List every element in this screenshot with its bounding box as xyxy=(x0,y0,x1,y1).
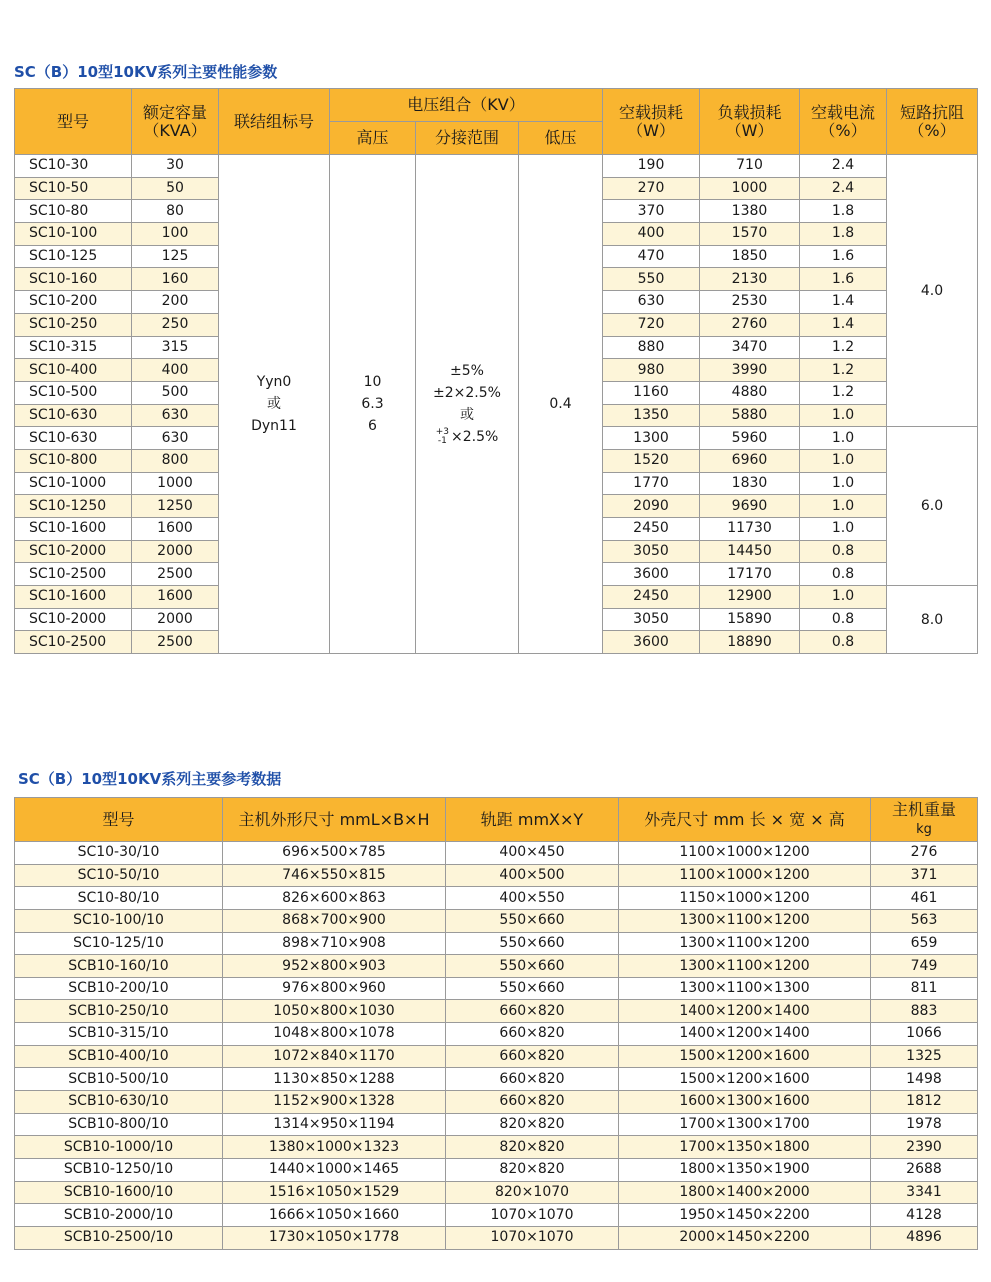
case-cell: 1300×1100×1200 xyxy=(619,932,871,955)
gauge-cell: 550×660 xyxy=(446,909,619,932)
dims-cell: 976×800×960 xyxy=(223,977,446,1000)
load-loss-cell: 18890 xyxy=(700,631,800,654)
model-cell: SC10-100 xyxy=(15,223,132,246)
gauge-cell: 660×820 xyxy=(446,1023,619,1046)
header-dims: 主机外形尺寸 mmL×B×H xyxy=(223,798,446,842)
capacity-cell: 125 xyxy=(132,245,219,268)
gauge-cell: 660×820 xyxy=(446,1045,619,1068)
capacity-cell: 400 xyxy=(132,359,219,382)
noload-loss-cell: 3600 xyxy=(603,631,700,654)
load-loss-cell: 15890 xyxy=(700,608,800,631)
table-row xyxy=(15,1204,978,1227)
dims-cell: 898×710×908 xyxy=(223,932,446,955)
noload-loss-cell: 1520 xyxy=(603,449,700,472)
header-lv: 低压 xyxy=(519,122,603,155)
model-cell: SC10-630 xyxy=(15,404,132,427)
load-loss-cell: 1830 xyxy=(700,472,800,495)
capacity-cell: 2000 xyxy=(132,608,219,631)
hv-cell: 10 6.3 6 xyxy=(330,155,416,654)
gauge-cell: 400×550 xyxy=(446,887,619,910)
noload-loss-cell: 1770 xyxy=(603,472,700,495)
model-cell: SCB10-2500/10 xyxy=(15,1226,223,1249)
gauge-cell: 550×660 xyxy=(446,977,619,1000)
noload-loss-cell: 3050 xyxy=(603,540,700,563)
gauge-cell: 820×1070 xyxy=(446,1181,619,1204)
table-row xyxy=(15,842,978,865)
weight-cell: 659 xyxy=(871,932,978,955)
model-cell: SC10-125/10 xyxy=(15,932,223,955)
noload-loss-cell: 1300 xyxy=(603,427,700,450)
noload-current-cell: 1.0 xyxy=(800,495,887,518)
noload-current-cell: 1.0 xyxy=(800,449,887,472)
header-voltage-group: 电压组合（KV） xyxy=(330,89,603,122)
noload-current-cell: 1.0 xyxy=(800,518,887,541)
load-loss-cell: 11730 xyxy=(700,518,800,541)
model-cell: SCB10-160/10 xyxy=(15,955,223,978)
model-cell: SC10-400 xyxy=(15,359,132,382)
model-cell: SCB10-250/10 xyxy=(15,1000,223,1023)
load-loss-cell: 5880 xyxy=(700,404,800,427)
dims-cell: 1048×800×1078 xyxy=(223,1023,446,1046)
capacity-cell: 500 xyxy=(132,381,219,404)
gauge-cell: 550×660 xyxy=(446,932,619,955)
weight-cell: 1812 xyxy=(871,1091,978,1114)
weight-cell: 1325 xyxy=(871,1045,978,1068)
capacity-cell: 30 xyxy=(132,155,219,178)
reference-table xyxy=(14,797,978,1250)
noload-current-cell: 0.8 xyxy=(800,563,887,586)
dims-cell: 1050×800×1030 xyxy=(223,1000,446,1023)
model-cell: SC10-2500 xyxy=(15,631,132,654)
model-cell: SC10-2000 xyxy=(15,540,132,563)
noload-current-cell: 1.2 xyxy=(800,381,887,404)
model-cell: SCB10-800/10 xyxy=(15,1113,223,1136)
model-cell: SCB10-1250/10 xyxy=(15,1158,223,1181)
header-capacity: 额定容量 （KVA） xyxy=(132,89,219,155)
case-cell: 1700×1350×1800 xyxy=(619,1136,871,1159)
case-cell: 1150×1000×1200 xyxy=(619,887,871,910)
model-cell: SCB10-315/10 xyxy=(15,1023,223,1046)
noload-loss-cell: 1160 xyxy=(603,381,700,404)
gauge-cell: 660×820 xyxy=(446,1000,619,1023)
load-loss-cell: 2760 xyxy=(700,313,800,336)
noload-current-cell: 1.4 xyxy=(800,291,887,314)
capacity-cell: 250 xyxy=(132,313,219,336)
dims-cell: 1314×950×1194 xyxy=(223,1113,446,1136)
noload-current-cell: 1.6 xyxy=(800,245,887,268)
case-cell: 1300×1100×1200 xyxy=(619,909,871,932)
model-cell: SC10-1250 xyxy=(15,495,132,518)
model-cell: SC10-160 xyxy=(15,268,132,291)
load-loss-cell: 3470 xyxy=(700,336,800,359)
load-loss-cell: 4880 xyxy=(700,381,800,404)
weight-cell: 749 xyxy=(871,955,978,978)
model-cell: SC10-2500 xyxy=(15,563,132,586)
capacity-cell: 1000 xyxy=(132,472,219,495)
model-cell: SC10-250 xyxy=(15,313,132,336)
dims-cell: 1516×1050×1529 xyxy=(223,1181,446,1204)
model-cell: SC10-630 xyxy=(15,427,132,450)
noload-loss-cell: 550 xyxy=(603,268,700,291)
capacity-cell: 1250 xyxy=(132,495,219,518)
noload-current-cell: 0.8 xyxy=(800,608,887,631)
table-row xyxy=(15,1045,978,1068)
header-impedance: 短路抗阻 （%） xyxy=(887,89,978,155)
case-cell: 1800×1350×1900 xyxy=(619,1158,871,1181)
table-row xyxy=(15,1068,978,1091)
noload-current-cell: 1.0 xyxy=(800,586,887,609)
capacity-cell: 630 xyxy=(132,404,219,427)
weight-cell: 1978 xyxy=(871,1113,978,1136)
load-loss-cell: 6960 xyxy=(700,449,800,472)
load-loss-cell: 17170 xyxy=(700,563,800,586)
performance-table xyxy=(14,88,978,654)
table-row xyxy=(15,1113,978,1136)
table-row xyxy=(15,955,978,978)
dims-cell: 952×800×903 xyxy=(223,955,446,978)
noload-current-cell: 1.0 xyxy=(800,472,887,495)
dims-cell: 826×600×863 xyxy=(223,887,446,910)
capacity-cell: 1600 xyxy=(132,586,219,609)
noload-loss-cell: 1350 xyxy=(603,404,700,427)
lv-cell: 0.4 xyxy=(519,155,603,654)
capacity-cell: 80 xyxy=(132,200,219,223)
table-row xyxy=(15,1023,978,1046)
noload-loss-cell: 980 xyxy=(603,359,700,382)
load-loss-cell: 1000 xyxy=(700,177,800,200)
weight-cell: 2688 xyxy=(871,1158,978,1181)
header-connection: 联结组标号 xyxy=(219,89,330,155)
dims-cell: 696×500×785 xyxy=(223,842,446,865)
noload-loss-cell: 190 xyxy=(603,155,700,178)
header-noload-loss: 空载损耗 （W） xyxy=(603,89,700,155)
weight-cell: 811 xyxy=(871,977,978,1000)
weight-cell: 1066 xyxy=(871,1023,978,1046)
gauge-cell: 660×820 xyxy=(446,1091,619,1114)
weight-cell: 2390 xyxy=(871,1136,978,1159)
load-loss-cell: 710 xyxy=(700,155,800,178)
case-cell: 1400×1200×1400 xyxy=(619,1023,871,1046)
gauge-cell: 400×500 xyxy=(446,864,619,887)
dims-cell: 746×550×815 xyxy=(223,864,446,887)
dims-cell: 1072×840×1170 xyxy=(223,1045,446,1068)
case-cell: 1100×1000×1200 xyxy=(619,842,871,865)
gauge-cell: 1070×1070 xyxy=(446,1226,619,1249)
gauge-cell: 820×820 xyxy=(446,1136,619,1159)
load-loss-cell: 5960 xyxy=(700,427,800,450)
header-case: 外壳尺寸 mm 长 × 宽 × 高 xyxy=(619,798,871,842)
case-cell: 1400×1200×1400 xyxy=(619,1000,871,1023)
capacity-cell: 50 xyxy=(132,177,219,200)
noload-current-cell: 1.8 xyxy=(800,200,887,223)
model-cell: SC10-500 xyxy=(15,381,132,404)
table-row xyxy=(15,977,978,1000)
case-cell: 1100×1000×1200 xyxy=(619,864,871,887)
table-row xyxy=(15,1226,978,1249)
case-cell: 1300×1100×1300 xyxy=(619,977,871,1000)
model-cell: SC10-1600 xyxy=(15,518,132,541)
capacity-cell: 2000 xyxy=(132,540,219,563)
table-row xyxy=(15,1091,978,1114)
noload-loss-cell: 2450 xyxy=(603,586,700,609)
dims-cell: 1130×850×1288 xyxy=(223,1068,446,1091)
weight-cell: 371 xyxy=(871,864,978,887)
noload-loss-cell: 630 xyxy=(603,291,700,314)
noload-loss-cell: 270 xyxy=(603,177,700,200)
dims-cell: 868×700×900 xyxy=(223,909,446,932)
capacity-cell: 2500 xyxy=(132,563,219,586)
load-loss-cell: 1380 xyxy=(700,200,800,223)
case-cell: 1700×1300×1700 xyxy=(619,1113,871,1136)
capacity-cell: 100 xyxy=(132,223,219,246)
noload-loss-cell: 3050 xyxy=(603,608,700,631)
gauge-cell: 820×820 xyxy=(446,1113,619,1136)
weight-cell: 1498 xyxy=(871,1068,978,1091)
header-hv: 高压 xyxy=(330,122,416,155)
table1-title: SC（B）10型10KV系列主要性能参数 xyxy=(14,63,278,81)
noload-loss-cell: 2450 xyxy=(603,518,700,541)
header-load-loss: 负载损耗 （W） xyxy=(700,89,800,155)
impedance-cell: 6.0 xyxy=(887,427,978,586)
capacity-cell: 1600 xyxy=(132,518,219,541)
case-cell: 2000×1450×2200 xyxy=(619,1226,871,1249)
capacity-cell: 315 xyxy=(132,336,219,359)
model-cell: SCB10-400/10 xyxy=(15,1045,223,1068)
load-loss-cell: 2130 xyxy=(700,268,800,291)
weight-cell: 563 xyxy=(871,909,978,932)
header-tap: 分接范围 xyxy=(416,122,519,155)
dims-cell: 1152×900×1328 xyxy=(223,1091,446,1114)
model-cell: SC10-315 xyxy=(15,336,132,359)
capacity-cell: 200 xyxy=(132,291,219,314)
dims-cell: 1666×1050×1660 xyxy=(223,1204,446,1227)
connection-cell: Yyn0 或 Dyn11 xyxy=(219,155,330,654)
noload-current-cell: 1.0 xyxy=(800,427,887,450)
model-cell: SC10-80/10 xyxy=(15,887,223,910)
load-loss-cell: 9690 xyxy=(700,495,800,518)
impedance-cell: 8.0 xyxy=(887,586,978,654)
model-cell: SC10-100/10 xyxy=(15,909,223,932)
model-cell: SC10-125 xyxy=(15,245,132,268)
gauge-cell: 1070×1070 xyxy=(446,1204,619,1227)
noload-loss-cell: 370 xyxy=(603,200,700,223)
model-cell: SCB10-500/10 xyxy=(15,1068,223,1091)
model-cell: SC10-1600 xyxy=(15,586,132,609)
header-model: 型号 xyxy=(15,89,132,155)
noload-current-cell: 0.8 xyxy=(800,540,887,563)
load-loss-cell: 3990 xyxy=(700,359,800,382)
noload-loss-cell: 470 xyxy=(603,245,700,268)
case-cell: 1800×1400×2000 xyxy=(619,1181,871,1204)
header-model: 型号 xyxy=(15,798,223,842)
load-loss-cell: 1570 xyxy=(700,223,800,246)
model-cell: SC10-1000 xyxy=(15,472,132,495)
capacity-cell: 2500 xyxy=(132,631,219,654)
capacity-cell: 630 xyxy=(132,427,219,450)
gauge-cell: 550×660 xyxy=(446,955,619,978)
dims-cell: 1380×1000×1323 xyxy=(223,1136,446,1159)
table-row xyxy=(15,1158,978,1181)
model-cell: SC10-30 xyxy=(15,155,132,178)
model-cell: SC10-50 xyxy=(15,177,132,200)
table2-title: SC（B）10型10KV系列主要参考数据 xyxy=(18,770,282,788)
weight-cell: 3341 xyxy=(871,1181,978,1204)
impedance-cell: 4.0 xyxy=(887,155,978,427)
load-loss-cell: 1850 xyxy=(700,245,800,268)
table-row xyxy=(15,909,978,932)
weight-cell: 4128 xyxy=(871,1204,978,1227)
gauge-cell: 820×820 xyxy=(446,1158,619,1181)
model-cell: SCB10-2000/10 xyxy=(15,1204,223,1227)
noload-current-cell: 1.2 xyxy=(800,336,887,359)
load-loss-cell: 12900 xyxy=(700,586,800,609)
noload-loss-cell: 880 xyxy=(603,336,700,359)
weight-cell: 4896 xyxy=(871,1226,978,1249)
load-loss-cell: 14450 xyxy=(700,540,800,563)
case-cell: 1500×1200×1600 xyxy=(619,1068,871,1091)
model-cell: SCB10-1000/10 xyxy=(15,1136,223,1159)
model-cell: SC10-200 xyxy=(15,291,132,314)
noload-loss-cell: 2090 xyxy=(603,495,700,518)
case-cell: 1300×1100×1200 xyxy=(619,955,871,978)
table-row xyxy=(15,887,978,910)
noload-loss-cell: 720 xyxy=(603,313,700,336)
noload-current-cell: 1.8 xyxy=(800,223,887,246)
weight-cell: 883 xyxy=(871,1000,978,1023)
model-cell: SCB10-1600/10 xyxy=(15,1181,223,1204)
weight-cell: 461 xyxy=(871,887,978,910)
model-cell: SC10-800 xyxy=(15,449,132,472)
noload-current-cell: 2.4 xyxy=(800,155,887,178)
dims-cell: 1440×1000×1465 xyxy=(223,1158,446,1181)
case-cell: 1500×1200×1600 xyxy=(619,1045,871,1068)
noload-current-cell: 2.4 xyxy=(800,177,887,200)
model-cell: SCB10-630/10 xyxy=(15,1091,223,1114)
table-row xyxy=(15,932,978,955)
model-cell: SC10-50/10 xyxy=(15,864,223,887)
table-row xyxy=(15,155,978,178)
gauge-cell: 400×450 xyxy=(446,842,619,865)
tap-cell: ±5% ±2×2.5% 或 +3 -1 ×2.5% xyxy=(416,155,519,654)
case-cell: 1600×1300×1600 xyxy=(619,1091,871,1114)
noload-current-cell: 0.8 xyxy=(800,631,887,654)
model-cell: SCB10-200/10 xyxy=(15,977,223,1000)
capacity-cell: 160 xyxy=(132,268,219,291)
header-gauge: 轨距 mmX×Y xyxy=(446,798,619,842)
table-row xyxy=(15,1000,978,1023)
dims-cell: 1730×1050×1778 xyxy=(223,1226,446,1249)
case-cell: 1950×1450×2200 xyxy=(619,1204,871,1227)
noload-current-cell: 1.4 xyxy=(800,313,887,336)
noload-current-cell: 1.6 xyxy=(800,268,887,291)
header-weight: 主机重量 kg xyxy=(871,798,978,842)
noload-current-cell: 1.2 xyxy=(800,359,887,382)
noload-loss-cell: 400 xyxy=(603,223,700,246)
header-noload-current: 空载电流 （%） xyxy=(800,89,887,155)
table-row xyxy=(15,1136,978,1159)
weight-cell: 276 xyxy=(871,842,978,865)
noload-loss-cell: 3600 xyxy=(603,563,700,586)
noload-current-cell: 1.0 xyxy=(800,404,887,427)
model-cell: SC10-2000 xyxy=(15,608,132,631)
gauge-cell: 660×820 xyxy=(446,1068,619,1091)
model-cell: SC10-80 xyxy=(15,200,132,223)
table-row xyxy=(15,1181,978,1204)
load-loss-cell: 2530 xyxy=(700,291,800,314)
model-cell: SC10-30/10 xyxy=(15,842,223,865)
capacity-cell: 800 xyxy=(132,449,219,472)
table-row xyxy=(15,864,978,887)
